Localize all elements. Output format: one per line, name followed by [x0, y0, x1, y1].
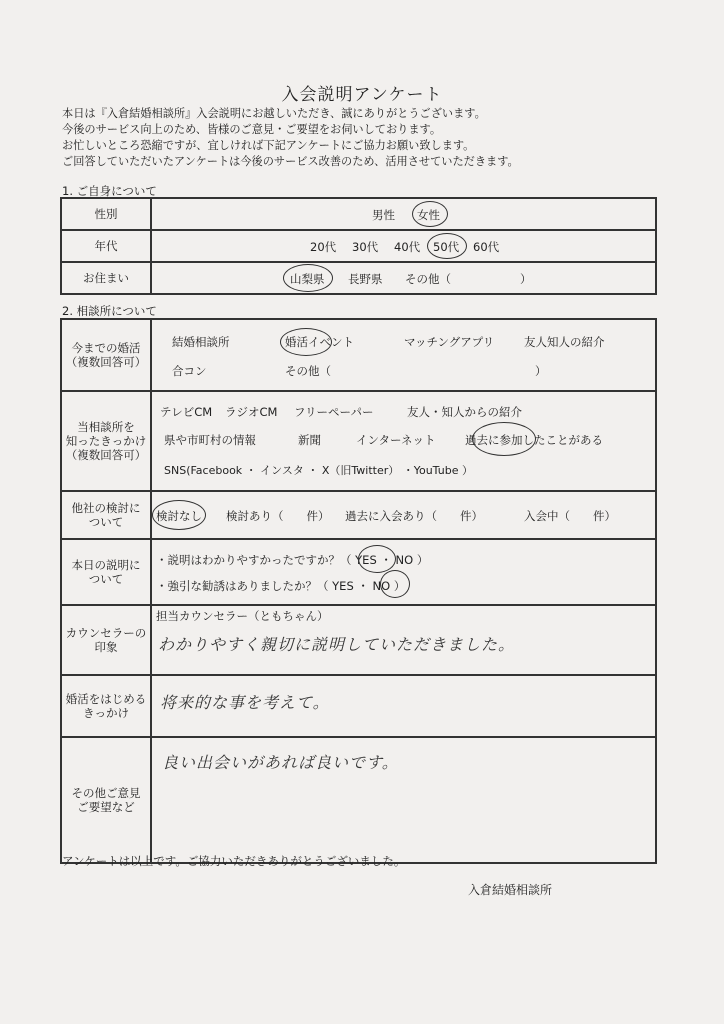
counselor-label-line: 印象 [94, 640, 118, 654]
age-options [151, 230, 656, 262]
age-option[interactable]: 40代 [394, 240, 421, 254]
requests-label-line: その他ご意見 [71, 786, 141, 800]
konkatsu-option[interactable]: 友人知人の紹介 [524, 335, 605, 349]
start-handwritten: 将来的な事を考えて。 [160, 693, 330, 712]
section1-heading: 1. ご自身について [62, 184, 157, 198]
answer-circle [472, 422, 536, 456]
age-option[interactable]: 30代 [352, 240, 379, 254]
others-option[interactable]: 検討なし [156, 509, 202, 523]
residence-nagano[interactable]: 長野県 [348, 272, 383, 286]
trigger-option[interactable]: フリーペーパー [294, 405, 374, 419]
others-option[interactable]: 過去に入会あり（ 件） [345, 509, 483, 523]
counselor-row [61, 605, 656, 675]
konkatsu-row [61, 319, 656, 391]
age-option[interactable]: 20代 [310, 240, 337, 254]
section2-heading: 2. 相談所について [62, 304, 157, 318]
section2-table [60, 318, 657, 864]
age-label: 年代 [61, 230, 151, 262]
konkatsu-gokon[interactable]: 合コン [172, 364, 207, 378]
answer-circle [427, 233, 467, 259]
trigger-options [151, 391, 656, 491]
today-label-line: ついて [88, 572, 124, 586]
counselor-answer[interactable] [151, 605, 656, 675]
trigger-label-line: 知ったきっかけ [65, 434, 147, 448]
residence-label: お住まい [61, 262, 151, 294]
others-option[interactable]: 検討あり（ 件） [226, 509, 330, 523]
start-row [61, 675, 656, 737]
requests-handwritten: 良い出会いがあれば良いです。 [162, 753, 399, 772]
trigger-label-line: 当相談所を [77, 420, 135, 434]
requests-label-line: ご要望など [77, 800, 135, 814]
residence-other[interactable]: その他（ ） [405, 272, 532, 286]
residence-options [151, 262, 656, 294]
konkatsu-option[interactable]: マッチングアプリ [404, 335, 495, 349]
today-q2[interactable]: ・強引な勧誘はありましたか？（ YES ・ NO ） [156, 579, 406, 593]
footer-text: アンケートは以上です。ご協力いただきありがとうございました。 [62, 854, 406, 868]
others-option[interactable]: 入会中（ 件） [524, 509, 616, 523]
konkatsu-option[interactable]: 婚活イベント [285, 335, 354, 349]
gender-label: 性別 [61, 198, 151, 230]
gender-row [61, 198, 656, 230]
age-row [61, 230, 656, 262]
trigger-label [61, 391, 151, 491]
others-row [61, 491, 656, 539]
others-label-line: 他社の検討に [71, 501, 141, 515]
trigger-sns[interactable]: SNS(Facebook ・ インスタ ・ X（旧Twitter） ・YouTube ） [164, 464, 473, 477]
residence-yamanashi[interactable]: 山梨県 [290, 272, 325, 286]
answer-circle [152, 500, 206, 530]
trigger-option[interactable]: 県や市町村の情報 [164, 433, 256, 447]
intro-line: 今後のサービス向上のため、皆様のご意見・ご要望をお伺いしております。 [62, 123, 442, 136]
others-label-line: ついて [88, 515, 124, 529]
age-option[interactable]: 50代 [433, 240, 460, 254]
today-row [61, 539, 656, 605]
requests-answer[interactable] [151, 737, 656, 863]
konkatsu-label-line: 今までの婚活 [71, 341, 141, 355]
today-label [61, 539, 151, 605]
trigger-option[interactable]: インターネット [356, 433, 436, 447]
residence-row [61, 262, 656, 294]
intro-line: 本日は『入倉結婚相談所』入会説明にお越しいただき、誠にありがとうございます。 [62, 107, 486, 120]
answer-circle [283, 264, 333, 292]
today-q1[interactable]: ・説明はわかりやすかったですか？（ YES ・ NO ） [156, 553, 429, 567]
others-options [151, 491, 656, 539]
answer-circle [412, 201, 448, 227]
intro-line: お忙しいところ恐縮ですが、宜しければ下記アンケートにご協力お願い致します。 [62, 139, 475, 152]
trigger-option[interactable]: テレビCM [160, 405, 213, 419]
start-answer[interactable] [151, 675, 656, 737]
counselor-handwritten: わかりやすく親切に説明していただきました。 [158, 635, 516, 654]
konkatsu-label-line: （複数回答可） [65, 355, 147, 369]
age-option[interactable]: 60代 [473, 240, 500, 254]
page-title: 入会説明アンケート [281, 85, 443, 105]
counselor-label-line: カウンセラーの [65, 626, 147, 640]
gender-male[interactable]: 男性 [372, 208, 395, 222]
answer-circle [380, 570, 410, 598]
trigger-option[interactable]: 新聞 [298, 433, 321, 447]
trigger-option[interactable]: ラジオCM [225, 405, 278, 419]
start-label-line: 婚活をはじめる [65, 692, 147, 706]
others-label [61, 491, 151, 539]
requests-row [61, 737, 656, 863]
start-label [61, 675, 151, 737]
konkatsu-option[interactable]: 結婚相談所 [172, 335, 230, 349]
gender-female[interactable]: 女性 [417, 208, 440, 222]
answer-circle [280, 328, 332, 356]
konkatsu-label [61, 319, 151, 391]
konkatsu-close-paren: ） [535, 364, 547, 378]
section1-table [60, 197, 657, 295]
answer-circle [358, 545, 396, 573]
counselor-name: 担当カウンセラー（ともちゃん） [156, 609, 329, 623]
counselor-label [61, 605, 151, 675]
requests-label [61, 737, 151, 863]
konkatsu-other[interactable]: その他（ [285, 364, 331, 378]
trigger-option[interactable]: 友人・知人からの紹介 [407, 405, 522, 419]
gender-options [151, 198, 656, 230]
intro-line: ご回答していただいたアンケートは今後のサービス改善のため、活用させていただきます。 [62, 155, 519, 168]
konkatsu-options [151, 319, 656, 391]
trigger-row [61, 391, 656, 491]
today-questions [151, 539, 656, 605]
trigger-option[interactable]: 過去に参加したことがある [465, 433, 603, 447]
today-label-line: 本日の説明に [71, 558, 141, 572]
organization-name: 入倉結婚相談所 [468, 883, 553, 897]
trigger-label-line: （複数回答可） [65, 448, 147, 462]
intro-text [62, 106, 519, 170]
start-label-line: きっかけ [83, 706, 129, 720]
